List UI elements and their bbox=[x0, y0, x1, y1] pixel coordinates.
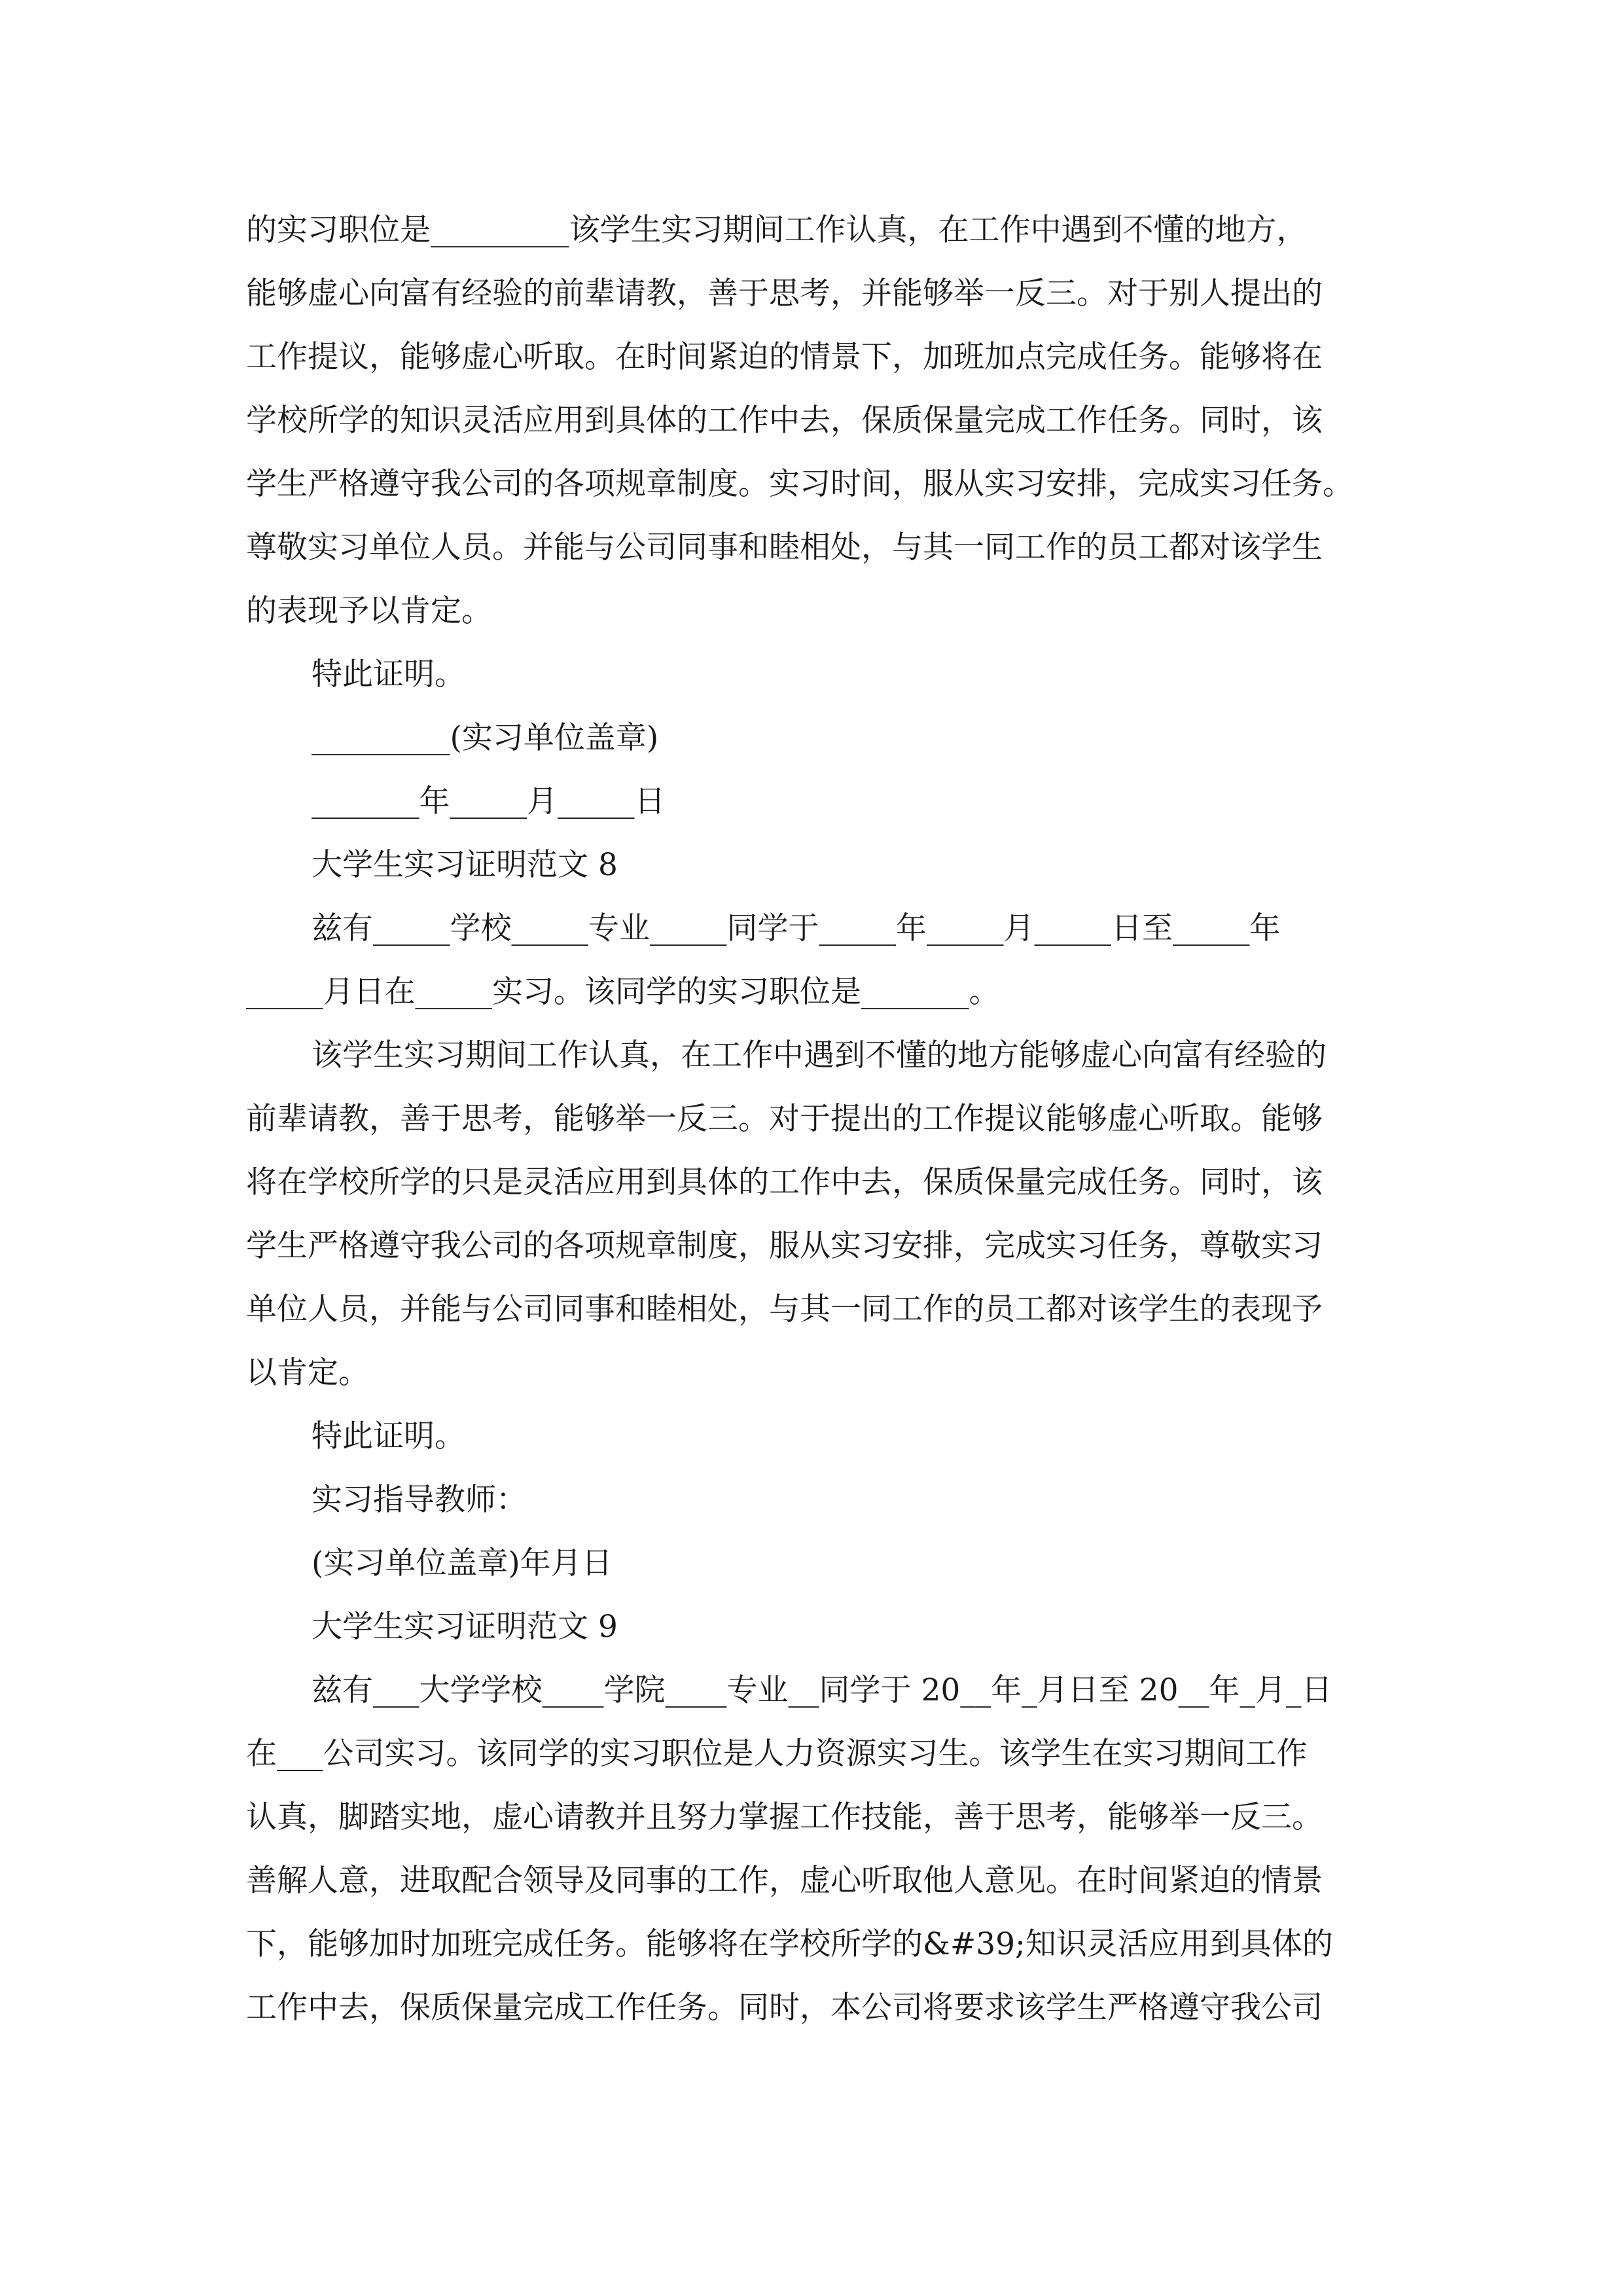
text-line: 以肯定。 bbox=[246, 1355, 369, 1391]
text-line: 兹有___大学学校____学院____专业__同学于 20__年_月日至 20__年_月_日 bbox=[312, 1672, 1332, 1708]
advisor-line: 实习指导教师： bbox=[312, 1482, 527, 1518]
date-line: _______年_____月_____日 bbox=[312, 783, 666, 819]
text-line: 的实习职位是_________该学生实习期间工作认真，在工作中遇到不懂的地方， bbox=[246, 212, 1308, 248]
text-line: 认真，脚踏实地，虚心请教并且努力掌握工作技能，善于思考，能够举一反三。 bbox=[246, 1799, 1323, 1835]
section-heading: 大学生实习证明范文 8 bbox=[312, 847, 618, 883]
text-line: 兹有_____学校_____专业_____同学于_____年_____月_____日至_____年 bbox=[312, 910, 1281, 946]
text-line: _____月日在_____实习。该同学的实习职位是_______。 bbox=[246, 974, 1000, 1010]
text-line: 学生严格遵守我公司的各项规章制度，服从实习安排，完成实习任务，尊敬实习 bbox=[246, 1228, 1323, 1264]
section-heading: 大学生实习证明范文 9 bbox=[312, 1609, 618, 1645]
seal-date-line: (实习单位盖章)年月日 bbox=[312, 1545, 613, 1581]
text-line: 在___公司实习。该同学的实习职位是人力资源实习生。该学生在实习期间工作 bbox=[246, 1736, 1308, 1772]
closing-statement: 特此证明。 bbox=[312, 656, 465, 692]
text-line: 学校所学的知识灵活应用到具体的工作中去，保质保量完成工作任务。同时，该 bbox=[246, 403, 1323, 439]
text-line: 工作提议，能够虚心听取。在时间紧迫的情景下，加班加点完成任务。能够将在 bbox=[246, 339, 1323, 375]
text-line: 该学生实习期间工作认真，在工作中遇到不懂的地方能够虚心向富有经验的 bbox=[312, 1037, 1327, 1073]
text-line: 的表现予以肯定。 bbox=[246, 593, 492, 629]
text-line: 下，能够加时加班完成任务。能够将在学校所学的&#39;知识灵活应用到具体的 bbox=[246, 1926, 1333, 1962]
text-line: 能够虚心向富有经验的前辈请教，善于思考，并能够举一反三。对于别人提出的 bbox=[246, 276, 1323, 312]
text-line: 前辈请教，善于思考，能够举一反三。对于提出的工作提议能够虚心听取。能够 bbox=[246, 1101, 1323, 1137]
text-line: 尊敬实习单位人员。并能与公司同事和睦相处，与其一同工作的员工都对该学生 bbox=[246, 529, 1323, 565]
closing-statement: 特此证明。 bbox=[312, 1418, 465, 1454]
seal-line: _________(实习单位盖章) bbox=[312, 720, 659, 756]
text-line: 单位人员，并能与公司同事和睦相处，与其一同工作的员工都对该学生的表现予 bbox=[246, 1291, 1323, 1327]
text-line: 善解人意，进取配合领导及同事的工作，虚心听取他人意见。在时间紧迫的情景 bbox=[246, 1863, 1323, 1899]
text-line: 工作中去，保质保量完成工作任务。同时，本公司将要求该学生严格遵守我公司 bbox=[246, 1990, 1323, 2026]
text-line: 将在学校所学的只是灵活应用到具体的工作中去，保质保量完成任务。同时，该 bbox=[246, 1164, 1323, 1200]
text-line: 学生严格遵守我公司的各项规章制度。实习时间，服从实习安排，完成实习任务。 bbox=[246, 466, 1353, 502]
